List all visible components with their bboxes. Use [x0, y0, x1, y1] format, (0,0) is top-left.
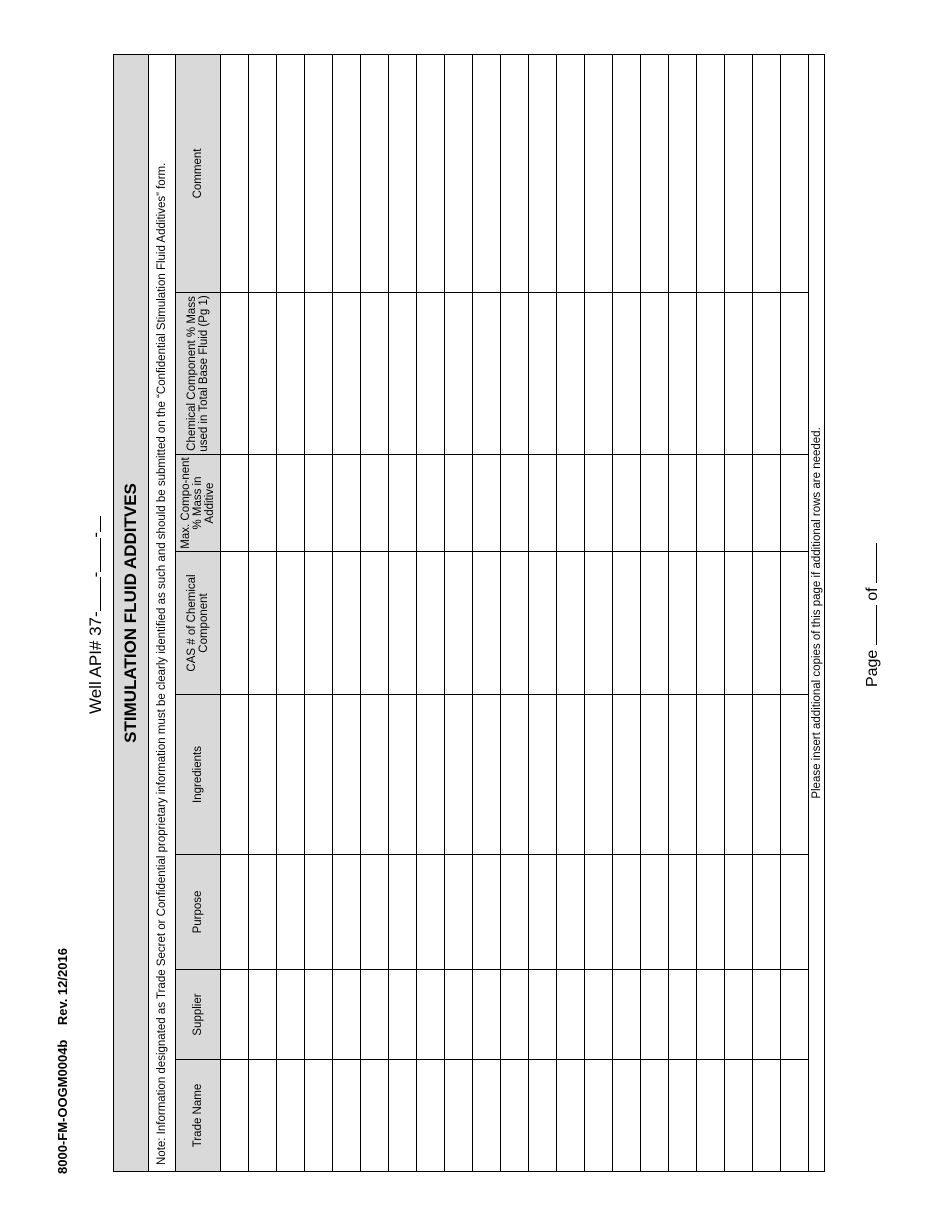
- table-cell[interactable]: [753, 54, 781, 292]
- table-cell[interactable]: [389, 293, 417, 455]
- table-cell[interactable]: [613, 552, 641, 695]
- page-number-field[interactable]: [862, 605, 877, 645]
- table-row: [753, 54, 781, 1171]
- table-cell[interactable]: [417, 855, 445, 970]
- table-cell[interactable]: [249, 54, 277, 292]
- table-cell[interactable]: [725, 293, 753, 455]
- table-cell[interactable]: [753, 455, 781, 552]
- table-cell[interactable]: [221, 54, 249, 292]
- table-cell[interactable]: [753, 293, 781, 455]
- table-cell[interactable]: [585, 970, 613, 1060]
- table-cell[interactable]: [221, 293, 249, 455]
- well-api-label: Well API# 37-: [86, 611, 105, 715]
- table-cell[interactable]: [753, 1060, 781, 1172]
- table-cell[interactable]: [473, 552, 501, 695]
- table-row: [781, 54, 809, 1171]
- table-cell[interactable]: [389, 552, 417, 695]
- table-row: [277, 54, 305, 1171]
- table-cell[interactable]: [445, 855, 473, 970]
- table-row: [361, 54, 389, 1171]
- column-header: Ingredients: [176, 695, 221, 855]
- table-cell[interactable]: [417, 293, 445, 455]
- table-cell[interactable]: [305, 1060, 333, 1172]
- table-cell[interactable]: [669, 855, 697, 970]
- table-cell[interactable]: [473, 1060, 501, 1172]
- table-cell[interactable]: [277, 552, 305, 695]
- table-cell[interactable]: [781, 552, 809, 695]
- table-cell[interactable]: [641, 695, 669, 855]
- table-cell[interactable]: [753, 552, 781, 695]
- table-cell[interactable]: [333, 970, 361, 1060]
- table-cell[interactable]: [417, 54, 445, 292]
- table-cell[interactable]: [781, 455, 809, 552]
- table-cell[interactable]: [641, 855, 669, 970]
- table-cell[interactable]: [277, 54, 305, 292]
- table-cell[interactable]: [361, 455, 389, 552]
- table-cell[interactable]: [277, 855, 305, 970]
- confidential-note: Note: Information designated as Trade Secret or Confidential proprietary information must be clearly identified as such and should be submitted on the “Confidential Stimulation Fluid Additives” form.: [149, 54, 176, 1171]
- table-cell[interactable]: [445, 455, 473, 552]
- table-cell[interactable]: [753, 695, 781, 855]
- table-row: [305, 54, 333, 1171]
- column-header: Trade Name: [176, 1060, 221, 1172]
- table-cell[interactable]: [333, 1060, 361, 1172]
- table-cell[interactable]: [501, 293, 529, 455]
- table-cell[interactable]: [249, 970, 277, 1060]
- table-cell[interactable]: [305, 455, 333, 552]
- table-cell[interactable]: [333, 855, 361, 970]
- table-cell[interactable]: [669, 970, 697, 1060]
- table-cell[interactable]: [277, 293, 305, 455]
- table-cell[interactable]: [697, 552, 725, 695]
- table-cell[interactable]: [389, 1060, 417, 1172]
- table-cell[interactable]: [557, 293, 585, 455]
- api-field-1[interactable]: [86, 577, 101, 611]
- table-cell[interactable]: [333, 552, 361, 695]
- table-row: [697, 54, 725, 1171]
- table-cell[interactable]: [277, 455, 305, 552]
- table-cell[interactable]: [557, 1060, 585, 1172]
- table-row: [417, 54, 445, 1171]
- table-cell[interactable]: [725, 54, 753, 292]
- table-cell[interactable]: [585, 54, 613, 292]
- table-cell[interactable]: [417, 695, 445, 855]
- table-row: [585, 54, 613, 1171]
- table-row: [221, 54, 249, 1171]
- table-cell[interactable]: [613, 455, 641, 552]
- table-cell[interactable]: [389, 855, 417, 970]
- table-cell[interactable]: [221, 1060, 249, 1172]
- table-cell[interactable]: [613, 54, 641, 292]
- table-cell[interactable]: [249, 455, 277, 552]
- revision: Rev. 12/2016: [55, 948, 70, 1026]
- table-cell[interactable]: [305, 552, 333, 695]
- table-cell[interactable]: [641, 54, 669, 292]
- table-cell[interactable]: [557, 455, 585, 552]
- table-cell[interactable]: [361, 970, 389, 1060]
- column-header: Comment: [176, 54, 221, 292]
- table-cell[interactable]: [501, 695, 529, 855]
- table-cell[interactable]: [725, 970, 753, 1060]
- table-cell[interactable]: [781, 695, 809, 855]
- page-number: [862, 0, 882, 1230]
- table-cell[interactable]: [249, 855, 277, 970]
- table-cell[interactable]: [473, 54, 501, 292]
- table-cell[interactable]: [277, 695, 305, 855]
- table-cell[interactable]: [697, 970, 725, 1060]
- table-row: [473, 54, 501, 1171]
- table-cell[interactable]: [221, 552, 249, 695]
- table-cell[interactable]: [333, 695, 361, 855]
- table-cell[interactable]: [305, 855, 333, 970]
- column-header: Supplier: [176, 970, 221, 1060]
- table-cell[interactable]: [697, 293, 725, 455]
- api-field-3[interactable]: [86, 516, 101, 532]
- table-cell[interactable]: [613, 855, 641, 970]
- table-cell[interactable]: [725, 855, 753, 970]
- table-cell[interactable]: [557, 552, 585, 695]
- table-cell[interactable]: [305, 54, 333, 292]
- table-row: [501, 54, 529, 1171]
- page-label: Page: [864, 649, 881, 688]
- table-cell[interactable]: [613, 293, 641, 455]
- table-cell[interactable]: [473, 970, 501, 1060]
- table-cell[interactable]: [417, 455, 445, 552]
- table-row: [613, 54, 641, 1171]
- table-cell[interactable]: [641, 293, 669, 455]
- table-cell[interactable]: [585, 455, 613, 552]
- table-cell[interactable]: [529, 855, 557, 970]
- table-cell[interactable]: [613, 970, 641, 1060]
- table-cell[interactable]: [529, 552, 557, 695]
- table-cell[interactable]: [445, 293, 473, 455]
- table-cell[interactable]: [557, 695, 585, 855]
- table-cell[interactable]: [529, 455, 557, 552]
- table-cell[interactable]: [361, 54, 389, 292]
- table-cell[interactable]: [389, 455, 417, 552]
- table-cell[interactable]: [473, 855, 501, 970]
- table-cell[interactable]: [753, 855, 781, 970]
- table-cell[interactable]: [417, 970, 445, 1060]
- table-cell[interactable]: [473, 695, 501, 855]
- table-cell[interactable]: [361, 293, 389, 455]
- table-cell[interactable]: [249, 293, 277, 455]
- table-cell[interactable]: [445, 54, 473, 292]
- table-cell[interactable]: [585, 293, 613, 455]
- table-cell[interactable]: [669, 1060, 697, 1172]
- column-header: CAS # of Chemical Component: [176, 552, 221, 695]
- table-cell[interactable]: [697, 54, 725, 292]
- table-cell[interactable]: [669, 552, 697, 695]
- form-header: [55, 948, 70, 1174]
- table-cell[interactable]: [389, 695, 417, 855]
- table-cell[interactable]: [249, 695, 277, 855]
- table-cell[interactable]: [249, 1060, 277, 1172]
- table-cell[interactable]: [361, 695, 389, 855]
- table-cell[interactable]: [277, 970, 305, 1060]
- table-cell[interactable]: [669, 455, 697, 552]
- table-cell[interactable]: [221, 455, 249, 552]
- table-row: [389, 54, 417, 1171]
- table-row: [725, 54, 753, 1171]
- table-cell[interactable]: [501, 552, 529, 695]
- table-cell[interactable]: [445, 1060, 473, 1172]
- table-cell[interactable]: [529, 695, 557, 855]
- table-cell[interactable]: [669, 695, 697, 855]
- table-row: [669, 54, 697, 1171]
- table-row: [557, 54, 585, 1171]
- page-total-field[interactable]: [862, 543, 877, 583]
- table-cell[interactable]: [473, 455, 501, 552]
- table-cell[interactable]: [389, 54, 417, 292]
- table-cell[interactable]: [529, 54, 557, 292]
- table-cell[interactable]: [501, 455, 529, 552]
- table-cell[interactable]: [725, 1060, 753, 1172]
- table-cell[interactable]: [361, 1060, 389, 1172]
- table-cell[interactable]: [305, 970, 333, 1060]
- table-cell[interactable]: [585, 1060, 613, 1172]
- footer-note: Please insert additional copies of this page if additional rows are needed.: [809, 54, 825, 1171]
- table-cell[interactable]: [697, 855, 725, 970]
- table-cell[interactable]: [781, 54, 809, 292]
- table-cell[interactable]: [529, 1060, 557, 1172]
- table-cell[interactable]: [613, 1060, 641, 1172]
- table-cell[interactable]: [585, 552, 613, 695]
- table-cell[interactable]: [781, 1060, 809, 1172]
- table-cell[interactable]: [445, 552, 473, 695]
- table-cell[interactable]: [529, 293, 557, 455]
- table-cell[interactable]: [641, 455, 669, 552]
- table-cell[interactable]: [669, 293, 697, 455]
- table-cell[interactable]: [781, 293, 809, 455]
- additives-table: [113, 54, 825, 1172]
- table-cell[interactable]: [221, 855, 249, 970]
- table-cell[interactable]: [445, 695, 473, 855]
- table-cell[interactable]: [501, 970, 529, 1060]
- table-title: STIMULATION FLUID ADDITVES: [114, 54, 149, 1171]
- table-row: [529, 54, 557, 1171]
- table-cell[interactable]: [641, 552, 669, 695]
- table-cell[interactable]: [669, 54, 697, 292]
- column-header: Purpose: [176, 855, 221, 970]
- table-cell[interactable]: [417, 552, 445, 695]
- table-cell[interactable]: [725, 552, 753, 695]
- table-cell[interactable]: [221, 695, 249, 855]
- table-cell[interactable]: [501, 1060, 529, 1172]
- table-cell[interactable]: [753, 970, 781, 1060]
- table-cell[interactable]: [305, 293, 333, 455]
- table-cell[interactable]: [725, 695, 753, 855]
- table-cell[interactable]: [473, 293, 501, 455]
- table-cell[interactable]: [725, 455, 753, 552]
- table-cell[interactable]: [501, 54, 529, 292]
- well-api-line: Well API# 37---: [86, 0, 106, 1230]
- table-cell[interactable]: [333, 293, 361, 455]
- api-field-2[interactable]: [86, 538, 101, 572]
- table-row: [641, 54, 669, 1171]
- table-cell[interactable]: [697, 695, 725, 855]
- table-cell[interactable]: [529, 970, 557, 1060]
- table-cell[interactable]: [557, 54, 585, 292]
- table-cell[interactable]: [277, 1060, 305, 1172]
- table-cell[interactable]: [445, 970, 473, 1060]
- table-cell[interactable]: [641, 970, 669, 1060]
- table-cell[interactable]: [417, 1060, 445, 1172]
- table-cell[interactable]: [585, 855, 613, 970]
- form-id: 8000-FM-OOGM0004b: [55, 1039, 70, 1174]
- column-header: Chemical Component % Mass used in Total Base Fluid (Pg 1): [176, 293, 221, 455]
- table-row: [249, 54, 277, 1171]
- table-cell[interactable]: [501, 855, 529, 970]
- table-cell[interactable]: [333, 455, 361, 552]
- table-cell[interactable]: [361, 552, 389, 695]
- table-cell[interactable]: [697, 1060, 725, 1172]
- table-cell[interactable]: [613, 695, 641, 855]
- table-cell[interactable]: [641, 1060, 669, 1172]
- table-cell[interactable]: [389, 970, 417, 1060]
- table-cell[interactable]: [221, 970, 249, 1060]
- table-cell[interactable]: [557, 970, 585, 1060]
- of-label: of: [864, 587, 881, 601]
- table-row: [333, 54, 361, 1171]
- table-cell[interactable]: [249, 552, 277, 695]
- table-cell[interactable]: [781, 855, 809, 970]
- table-cell[interactable]: [557, 855, 585, 970]
- table-cell[interactable]: [333, 54, 361, 292]
- table-cell[interactable]: [361, 855, 389, 970]
- column-header: Max. Compo-nent % Mass in Additive: [176, 455, 221, 552]
- table-cell[interactable]: [305, 695, 333, 855]
- table-row: [445, 54, 473, 1171]
- table-cell[interactable]: [585, 695, 613, 855]
- table-cell[interactable]: [697, 455, 725, 552]
- table-cell[interactable]: [781, 970, 809, 1060]
